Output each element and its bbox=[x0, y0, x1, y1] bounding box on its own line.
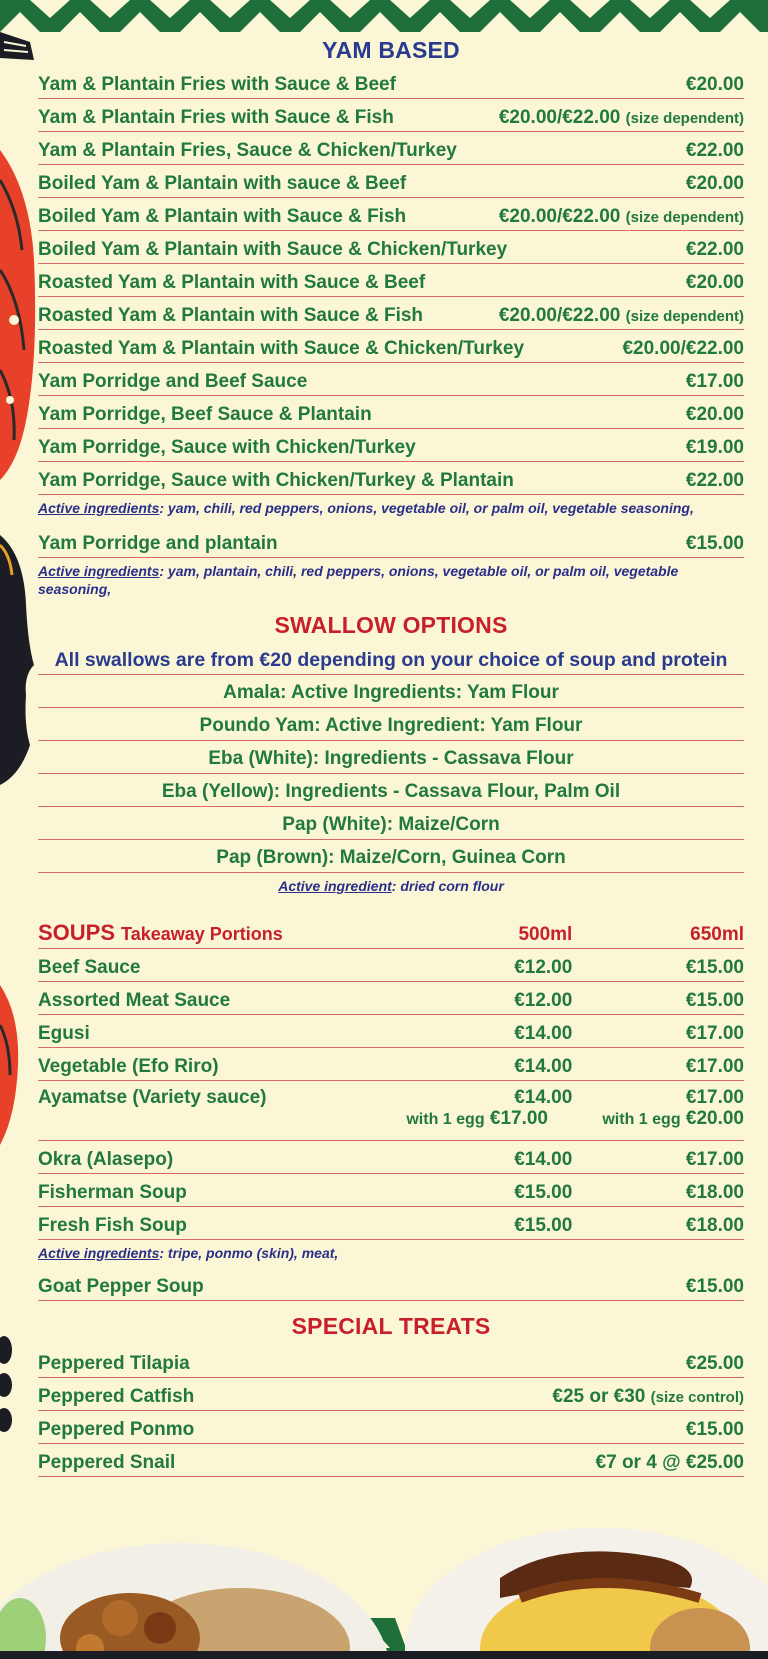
soup-price-500: €14.00 bbox=[514, 1087, 573, 1108]
item-name: Peppered Snail bbox=[38, 1452, 176, 1473]
soup-name: Egusi bbox=[38, 1023, 90, 1044]
swallow-item: Eba (Yellow): Ingredients - Cassava Flour, Palm Oil bbox=[38, 774, 744, 807]
price-value: €7 or 4 @ €25.00 bbox=[595, 1452, 744, 1473]
soup-price-650: €18.00 bbox=[685, 1215, 744, 1236]
soups-title: SOUPS bbox=[38, 920, 116, 945]
soup-row bbox=[38, 1141, 744, 1174]
red-headwrap-illustration bbox=[0, 150, 40, 480]
menu-item bbox=[38, 1345, 744, 1378]
swallow-list bbox=[38, 675, 744, 873]
soup-price-500: €12.00 bbox=[514, 990, 573, 1011]
corner-ornament bbox=[0, 28, 40, 68]
menu-item bbox=[38, 1268, 744, 1301]
item-price: €15.00 bbox=[685, 533, 744, 554]
active-ingredients-label: Active ingredients bbox=[38, 1245, 160, 1261]
menu-item bbox=[38, 330, 744, 363]
red-pattern-illustration bbox=[0, 985, 30, 1145]
item-name: Boiled Yam & Plantain with sauce & Beef bbox=[38, 173, 407, 194]
price-value: €20.00/€22.00 bbox=[622, 338, 744, 359]
soup-price-650: €17.00 bbox=[685, 1023, 744, 1044]
soup-name: Vegetable (Efo Riro) bbox=[38, 1056, 219, 1077]
soup-price-500: €15.00 bbox=[514, 1215, 573, 1236]
soup-name: Okra (Alasepo) bbox=[38, 1149, 174, 1170]
face-silhouette-illustration bbox=[0, 535, 40, 785]
soups-header bbox=[38, 915, 744, 949]
active-ingredient-label: Active ingredient bbox=[278, 878, 392, 894]
egg-price-650: €20.00 bbox=[685, 1108, 744, 1129]
menu-item bbox=[38, 1411, 744, 1444]
yam-based-list bbox=[38, 66, 744, 495]
price-value: €22.00 bbox=[685, 140, 744, 161]
item-price bbox=[552, 1386, 744, 1408]
price-value: €15.00 bbox=[685, 1419, 744, 1440]
special-treats-title: SPECIAL TREATS bbox=[291, 1313, 491, 1339]
item-name: Yam Porridge and plantain bbox=[38, 533, 278, 554]
item-price bbox=[686, 371, 744, 393]
item-price bbox=[499, 107, 744, 129]
price-value: €17.00 bbox=[685, 371, 744, 392]
menu-item bbox=[38, 429, 744, 462]
active-ingredients-label: Active ingredients bbox=[38, 563, 160, 579]
item-price bbox=[686, 1353, 744, 1375]
zigzag-pattern bbox=[0, 0, 768, 32]
price-value: €22.00 bbox=[685, 470, 744, 491]
soup-price-500: €14.00 bbox=[514, 1023, 573, 1044]
item-name: Peppered Ponmo bbox=[38, 1419, 195, 1440]
price-value: €20.00 bbox=[685, 272, 744, 293]
swallow-item: Pap (White): Maize/Corn bbox=[38, 807, 744, 840]
price-value: €19.00 bbox=[685, 437, 744, 458]
menu-item bbox=[38, 198, 744, 231]
item-name: Boiled Yam & Plantain with Sauce & Fish bbox=[38, 206, 407, 227]
item-price bbox=[596, 1452, 744, 1474]
item-name: Peppered Tilapia bbox=[38, 1353, 190, 1374]
size-note: (size dependent) bbox=[625, 110, 744, 127]
price-value: €20.00/€22.00 bbox=[498, 305, 621, 326]
menu-item bbox=[38, 1378, 744, 1411]
earring-illustration bbox=[0, 1330, 24, 1440]
price-value: €20.00 bbox=[685, 74, 744, 95]
price-value: €20.00 bbox=[685, 173, 744, 194]
soup-list bbox=[38, 949, 744, 1081]
price-value: €22.00 bbox=[685, 239, 744, 260]
soup-price-650: €17.00 bbox=[685, 1149, 744, 1170]
size-note: (size dependent) bbox=[625, 308, 744, 325]
yam-based-title: YAM BASED bbox=[322, 37, 460, 63]
swallow-subtitle: All swallows are from €20 depending on your choice of soup and protein bbox=[38, 642, 744, 675]
item-price bbox=[686, 272, 744, 294]
swallow-item: Amala: Active Ingredients: Yam Flour bbox=[38, 675, 744, 708]
active-ingredients-text: : yam, plantain, chili, red peppers, onions, vegetable oil, or palm oil, vegetable seasoning, bbox=[38, 563, 679, 597]
soup-row bbox=[38, 949, 744, 982]
menu-content bbox=[38, 34, 744, 1477]
item-name: Yam Porridge, Beef Sauce & Plantain bbox=[38, 404, 372, 425]
swallow-item: Pap (Brown): Maize/Corn, Guinea Corn bbox=[38, 840, 744, 873]
soups-subtitle: Takeaway Portions bbox=[121, 924, 283, 944]
soup-price-500: €14.00 bbox=[514, 1056, 573, 1077]
yam-active-ingredients-2 bbox=[38, 558, 744, 608]
soup-price-650: €15.00 bbox=[685, 957, 744, 978]
item-name: Yam & Plantain Fries with Sauce & Beef bbox=[38, 74, 396, 95]
col-500ml: 500ml bbox=[518, 924, 573, 945]
food-photos bbox=[0, 1498, 768, 1659]
menu-item bbox=[38, 525, 744, 558]
soup-row bbox=[38, 1048, 744, 1081]
soup-price-650: €17.00 bbox=[685, 1087, 744, 1108]
price-value: €25 or €30 bbox=[552, 1386, 646, 1407]
soup-row bbox=[38, 1174, 744, 1207]
menu-item bbox=[38, 231, 744, 264]
item-name: Roasted Yam & Plantain with Sauce & Beef bbox=[38, 272, 426, 293]
item-price bbox=[622, 338, 744, 360]
menu-item bbox=[38, 297, 744, 330]
soup-price-650: €15.00 bbox=[685, 990, 744, 1011]
col-650ml: 650ml bbox=[690, 924, 744, 945]
item-name: Yam & Plantain Fries, Sauce & Chicken/Turkey bbox=[38, 140, 457, 161]
ayamatse-egg-row bbox=[38, 1108, 744, 1130]
item-name: Roasted Yam & Plantain with Sauce & Fish bbox=[38, 305, 424, 326]
soup-active-ingredients bbox=[38, 1240, 744, 1268]
egg-label: with 1 egg bbox=[602, 1111, 681, 1128]
soup-name: Fisherman Soup bbox=[38, 1182, 187, 1203]
item-price: €15.00 bbox=[685, 1276, 744, 1297]
yam-active-ingredients bbox=[38, 495, 744, 525]
item-name: Peppered Catfish bbox=[38, 1386, 195, 1407]
active-ingredients-text: : tripe, ponmo (skin), meat, bbox=[159, 1245, 339, 1261]
item-name: Yam Porridge, Sauce with Chicken/Turkey bbox=[38, 437, 416, 458]
menu-item bbox=[38, 462, 744, 495]
swallow-options-title: SWALLOW OPTIONS bbox=[274, 612, 508, 638]
soup-name: Fresh Fish Soup bbox=[38, 1215, 187, 1236]
item-name: Yam & Plantain Fries with Sauce & Fish bbox=[38, 107, 394, 128]
swallow-item: Poundo Yam: Active Ingredient: Yam Flour bbox=[38, 708, 744, 741]
item-name: Boiled Yam & Plantain with Sauce & Chicken/Turkey bbox=[38, 239, 508, 260]
item-price bbox=[499, 206, 744, 228]
swallow-item: Eba (White): Ingredients - Cassava Flour bbox=[38, 741, 744, 774]
special-treats-list bbox=[38, 1345, 744, 1477]
size-note: (size dependent) bbox=[625, 209, 744, 226]
price-value: €20.00/€22.00 bbox=[498, 107, 621, 128]
active-ingredient-text: : dried corn flour bbox=[391, 878, 504, 894]
menu-item bbox=[38, 264, 744, 297]
item-price bbox=[686, 173, 744, 195]
swallow-active-ingredient bbox=[38, 873, 744, 907]
item-name: Roasted Yam & Plantain with Sauce & Chicken/Turkey bbox=[38, 338, 525, 359]
item-price bbox=[686, 437, 744, 459]
soup-name: Beef Sauce bbox=[38, 957, 141, 978]
menu-item bbox=[38, 132, 744, 165]
item-name: Goat Pepper Soup bbox=[38, 1276, 204, 1297]
soup-price-650: €17.00 bbox=[685, 1056, 744, 1077]
item-price bbox=[686, 140, 744, 162]
top-pattern-band bbox=[0, 0, 768, 32]
active-ingredients-text: : yam, chili, red peppers, onions, vegetable oil, or palm oil, vegetable seasoning, bbox=[159, 500, 694, 516]
menu-item bbox=[38, 165, 744, 198]
item-name: Yam Porridge, Sauce with Chicken/Turkey & Plantain bbox=[38, 470, 514, 491]
active-ingredients-label: Active ingredients bbox=[38, 500, 160, 516]
soup-name: Ayamatse (Variety sauce) bbox=[38, 1087, 267, 1108]
price-value: €20.00/€22.00 bbox=[498, 206, 621, 227]
soup-price-500: €14.00 bbox=[514, 1149, 573, 1170]
soup-name: Assorted Meat Sauce bbox=[38, 990, 231, 1011]
soup-list-2 bbox=[38, 1141, 744, 1240]
menu-item bbox=[38, 363, 744, 396]
egg-label: with 1 egg bbox=[406, 1111, 485, 1128]
menu-item bbox=[38, 66, 744, 99]
menu-item bbox=[38, 396, 744, 429]
menu-item bbox=[38, 1444, 744, 1477]
item-name: Yam Porridge and Beef Sauce bbox=[38, 371, 308, 392]
egg-price-500: €17.00 bbox=[489, 1108, 548, 1129]
menu-item bbox=[38, 99, 744, 132]
item-price bbox=[499, 305, 744, 327]
soup-row bbox=[38, 1207, 744, 1240]
soup-row bbox=[38, 982, 744, 1015]
price-value: €25.00 bbox=[685, 1353, 744, 1374]
item-price bbox=[686, 74, 744, 96]
item-price bbox=[686, 470, 744, 492]
item-price bbox=[686, 404, 744, 426]
soup-price-500: €15.00 bbox=[514, 1182, 573, 1203]
soup-price-500: €12.00 bbox=[514, 957, 573, 978]
soup-row bbox=[38, 1015, 744, 1048]
soup-price-650: €18.00 bbox=[685, 1182, 744, 1203]
price-value: €20.00 bbox=[685, 404, 744, 425]
item-price bbox=[686, 239, 744, 261]
size-note: (size control) bbox=[650, 1389, 744, 1406]
item-price bbox=[686, 1419, 744, 1441]
